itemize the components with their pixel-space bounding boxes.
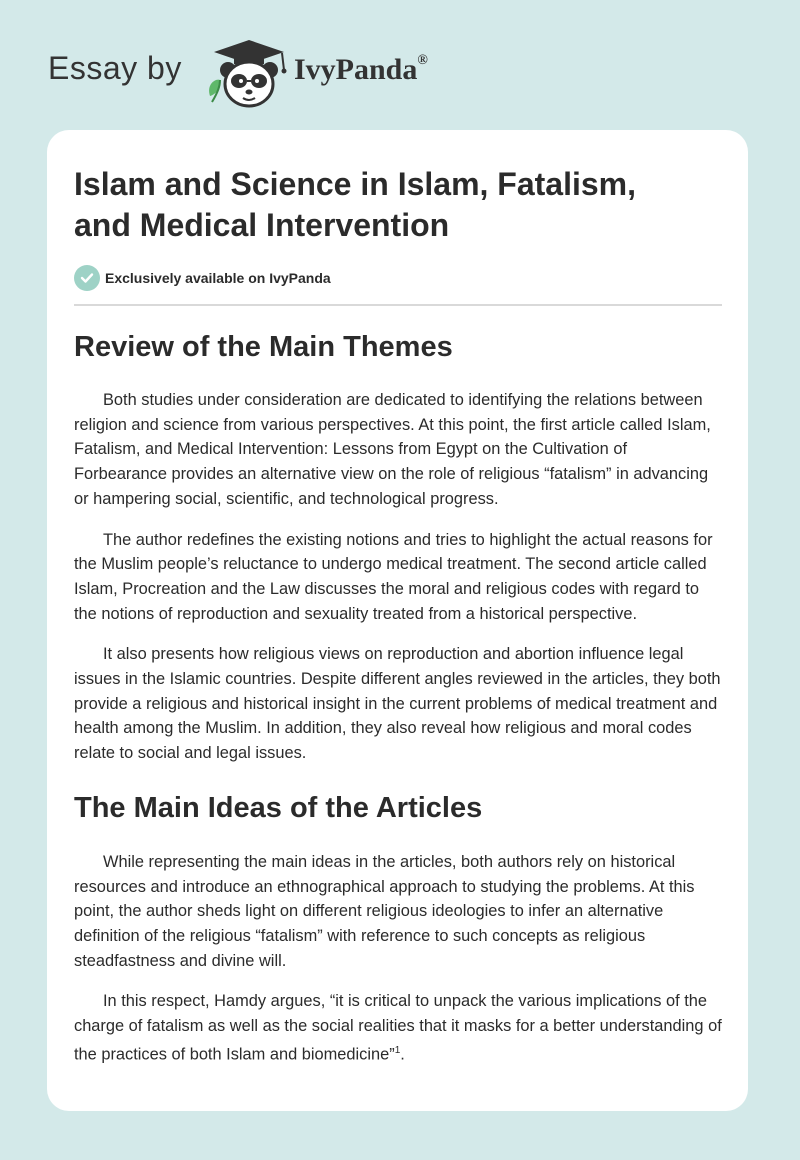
page-title: Islam and Science in Islam, Fatalism, and Medical Intervention: [74, 166, 637, 243]
footnote-reference[interactable]: 1: [394, 1044, 401, 1056]
paragraph-text: In this respect, Hamdy argues, “it is critical to unpack the various implications of the charge of fatalism as well as the social realities that it masks for a better understanding of the practices of both Islam and biomedicine”: [74, 992, 722, 1064]
essay-card: [47, 130, 748, 1111]
divider: [74, 304, 722, 306]
registered-mark: ®: [417, 53, 428, 68]
paragraph: Both studies under consideration are dedicated to identifying the relations between religion and science from various perspectives. At this point, the first article called Islam, Fatalism, and Medical Intervention: Lessons from Egypt on the Cultivation of Forbearance provides an alternative view on the role of religious “fatalism” in advancing or hampering social, scientific, and technological progress.: [74, 391, 711, 508]
brand-name[interactable]: [294, 53, 428, 87]
brand-text: IvyPanda: [294, 53, 418, 86]
section-heading: Review of the Main Themes: [74, 331, 453, 363]
site-header: [48, 30, 748, 110]
exclusive-badge: [74, 264, 722, 292]
panda-graduate-logo-icon[interactable]: [204, 36, 294, 110]
exclusive-label: Exclusively available on IvyPanda: [105, 270, 331, 286]
paragraph: It also presents how religious views on reproduction and abortion influence legal issues in the Islamic countries. Despite different angles reviewed in the articles, they both provide a religious and historical insight in the current problems of medical treatment and health among the Muslim. In addition, they also reveal how religious and moral codes relate to social and legal issues.: [74, 645, 721, 763]
paragraph: The author redefines the existing notions and tries to highlight the actual reasons for the Muslim people’s reluctance to undergo medical treatment. The second article called Islam, Procreation and the Law discusses the moral and religious codes with regard to the notions of reproduction and sexuality treated from a historical perspective.: [74, 530, 713, 623]
essay-by-label: Essay by: [48, 50, 182, 86]
section-heading: The Main Ideas of the Articles: [74, 791, 483, 824]
paragraph: While representing the main ideas in the articles, both authors rely on historical resources and introduce an ethnographical approach to studying the problems. At this point, the author sheds light on different religious ideologies to infer an alternative definition of the religious “fatalism” with reference to such concepts as religious steadfastness and divine will.: [74, 852, 695, 970]
paragraph-tail: .: [400, 1045, 405, 1064]
paragraph-with-footnote: [74, 989, 722, 1067]
check-circle-icon: [74, 265, 100, 291]
